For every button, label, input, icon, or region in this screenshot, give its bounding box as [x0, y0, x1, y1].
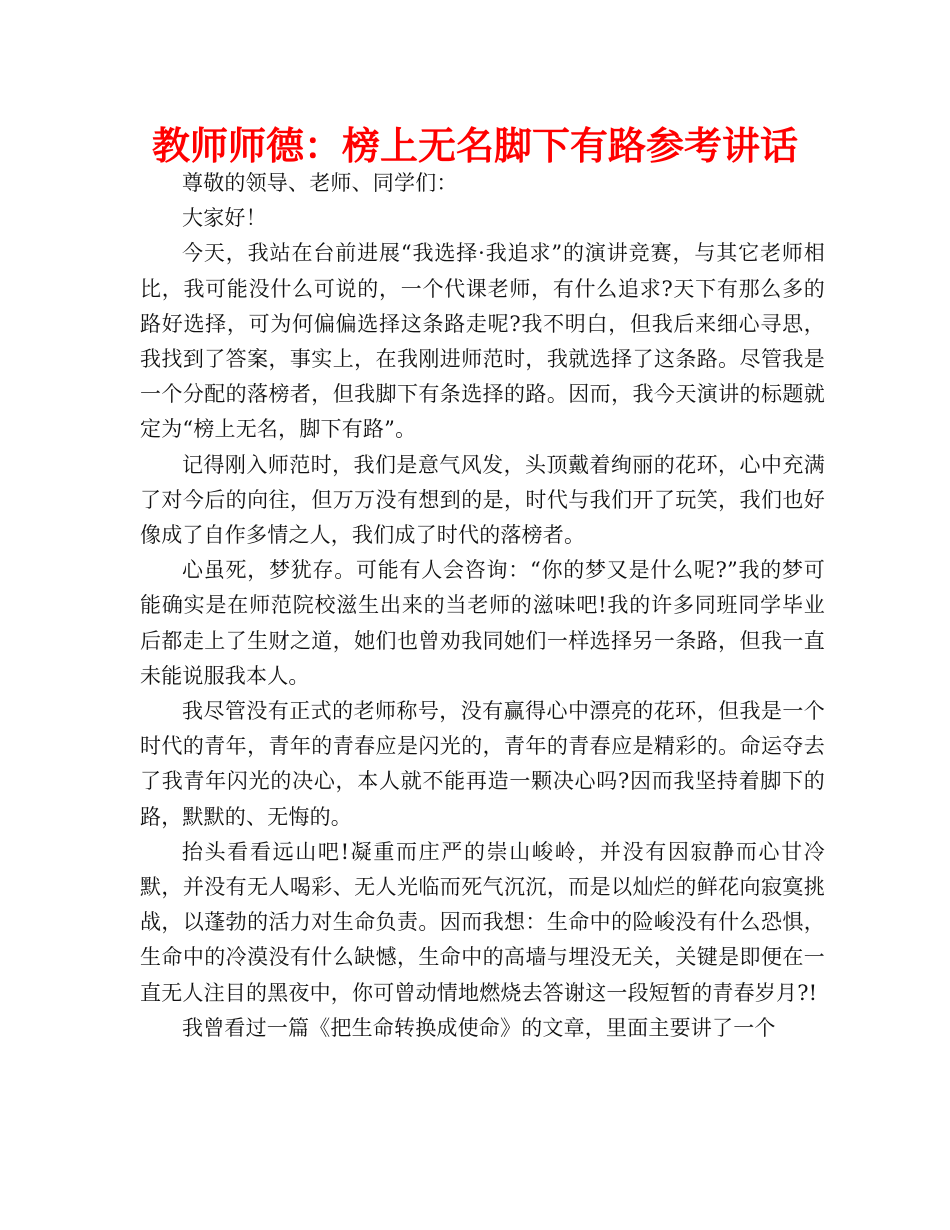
document-body	[140, 166, 825, 1046]
body-paragraph: 抬头看看远山吧!凝重而庄严的崇山峻岭，并没有因寂静而心甘冷默，并没有无人喝彩、无人光临而死气沉沉，而是以灿烂的鲜花向寂寞挑战，以蓬勃的活力对生命负责。因而我想：生命中的险峻没有什么恐惧，生命中的冷漠没有什么缺憾，生命中的高墙与埋没无关，关键是即便在一直无人注目的黑夜中，你可曾动情地燃烧去答谢这一段短暂的青春岁月?!	[140, 839, 825, 1005]
body-paragraph: 记得刚入师范时，我们是意气风发，头顶戴着绚丽的花环，心中充满了对今后的向往，但万万没有想到的是，时代与我们开了玩笑，我们也好像成了自作多情之人，我们成了时代的落榜者。	[140, 452, 825, 548]
body-paragraph: 今天，我站在台前进展“我选择·我追求”的演讲竞赛，与其它老师相比，我可能没什么可说的，一个代课老师，有什么追求?天下有那么多的路好选择，可为何偏偏选择这条路走呢?我不明白，但我后来细心寻思，我找到了答案，事实上，在我刚进师范时，我就选择了这条路。尽管我是一个分配的落榜者，但我脚下有条选择的路。因而，我今天演讲的标题就定为“榜上无名，脚下有路”。	[140, 241, 825, 442]
body-paragraph: 我尽管没有正式的老师称号，没有赢得心中漂亮的花环，但我是一个时代的青年，青年的青春应是闪光的，青年的青春应是精彩的。命运夺去了我青年闪光的决心，本人就不能再造一颗决心吗?因而我坚持着脚下的路，默默的、无悔的。	[140, 699, 825, 829]
document-title: 教师师德：榜上无名脚下有路参考讲话	[151, 124, 798, 168]
greeting-paragraph: 大家好！	[182, 206, 267, 231]
body-paragraph: 我曾看过一篇《把生命转换成使命》的文章，里面主要讲了一个	[182, 1015, 776, 1040]
salutation-paragraph: 尊敬的领导、老师、同学们：	[182, 171, 458, 195]
body-paragraph: 心虽死，梦犹存。可能有人会咨询：“你的梦又是什么呢?”我的梦可能确实是在师范院校滋生出来的当老师的滋味吧!我的许多同班同学毕业后都走上了生财之道，她们也曾劝我同她们一样选择另一条路，但我一直未能说服我本人。	[140, 558, 825, 688]
